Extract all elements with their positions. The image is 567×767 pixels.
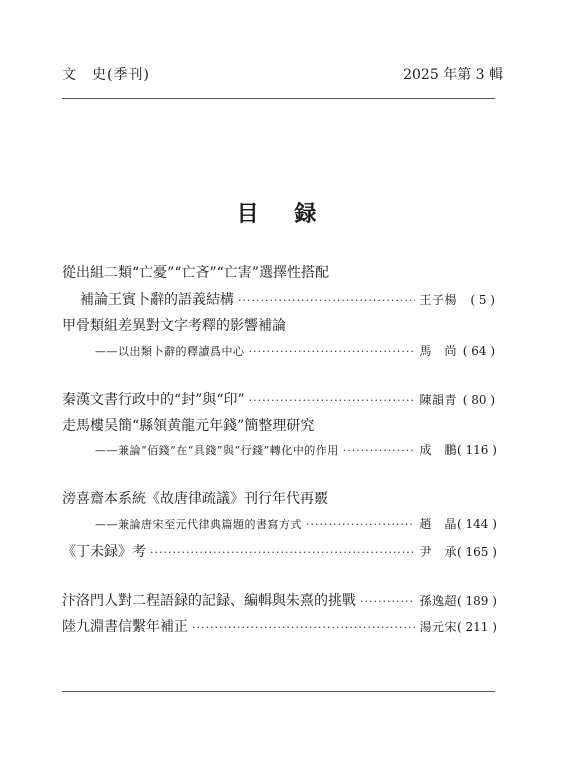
footer-rule xyxy=(62,691,495,692)
entry-page: ( 144 ) xyxy=(457,517,497,531)
toc-entry[interactable] xyxy=(62,616,495,638)
entry-author: 陳韻青 xyxy=(419,393,457,407)
dot-leader xyxy=(249,394,416,407)
entry-page: ( 116 ) xyxy=(457,443,497,457)
dot-leader xyxy=(150,546,415,559)
entry-title: 走馬樓吴簡“縣領黄龍元年錢”簡整理研究 xyxy=(62,418,315,434)
toc-entry[interactable] xyxy=(62,262,495,284)
dot-leader xyxy=(343,444,416,457)
page-title: 目 録 xyxy=(236,201,331,227)
entry-author: 王子楊 xyxy=(419,293,457,307)
entry-page: ( 5 ) xyxy=(470,293,495,307)
entry-title: 從出組二類“亡憂”“亡吝”“亡害”選擇性搭配 xyxy=(62,265,329,281)
toc-entry[interactable] xyxy=(62,488,495,510)
dot-leader xyxy=(238,294,415,307)
toc-entry[interactable] xyxy=(95,515,495,537)
entry-title: 補論王賓卜辭的語義結構 xyxy=(80,292,234,308)
toc-entry[interactable] xyxy=(95,342,495,364)
toc-entry[interactable] xyxy=(95,441,495,463)
toc-entry[interactable] xyxy=(62,415,495,437)
dot-leader xyxy=(249,345,416,358)
entry-title: 秦漢文書行政中的“封”與“印” xyxy=(62,392,245,408)
entry-page: ( 211 ) xyxy=(457,620,497,634)
issue-number: 2025 年第 3 輯 xyxy=(403,67,503,83)
dot-leader xyxy=(360,595,415,608)
entry-subtitle: ——兼論“佰錢”在“具錢”與“行錢”轉化中的作用 xyxy=(95,444,339,457)
entry-page: ( 165 ) xyxy=(457,545,497,559)
dot-leader xyxy=(192,621,415,634)
entry-subtitle: ——以出類卜辭的釋讀爲中心 xyxy=(95,345,245,358)
header-rule xyxy=(62,98,495,99)
entry-author: 湯元宋 xyxy=(419,620,457,634)
entry-subtitle: ——兼論唐宋至元代律典篇題的書寫方式 xyxy=(95,518,302,531)
toc-entry[interactable] xyxy=(62,315,495,337)
toc-entry[interactable] xyxy=(62,590,495,612)
entry-author: 成 鵬 xyxy=(419,443,457,457)
toc-entry[interactable] xyxy=(62,541,495,563)
entry-title: 滂喜齋本系統《故唐律疏議》刊行年代再覈 xyxy=(62,491,328,507)
entry-page: ( 64 ) xyxy=(462,344,495,358)
entry-title: 陸九淵書信繫年補正 xyxy=(62,619,188,635)
toc-entry[interactable] xyxy=(80,289,495,311)
entry-title: 汴洛門人對二程語録的記録、編輯與朱熹的挑戰 xyxy=(62,593,356,609)
entry-title: 《丁未録》考 xyxy=(62,544,146,560)
entry-author: 趙 晶 xyxy=(419,517,457,531)
entry-page: ( 80 ) xyxy=(462,393,495,407)
dot-leader xyxy=(306,518,415,531)
toc-entry[interactable] xyxy=(62,389,495,411)
entry-author: 馬 尚 xyxy=(419,344,457,358)
entry-author: 孫逸超 xyxy=(419,594,457,608)
entry-author: 尹 承 xyxy=(419,545,457,559)
journal-name: 文 史(季刊) xyxy=(62,67,150,83)
entry-title: 甲骨類組差異對文字考釋的影響補論 xyxy=(62,318,286,334)
entry-page: ( 189 ) xyxy=(457,594,497,608)
